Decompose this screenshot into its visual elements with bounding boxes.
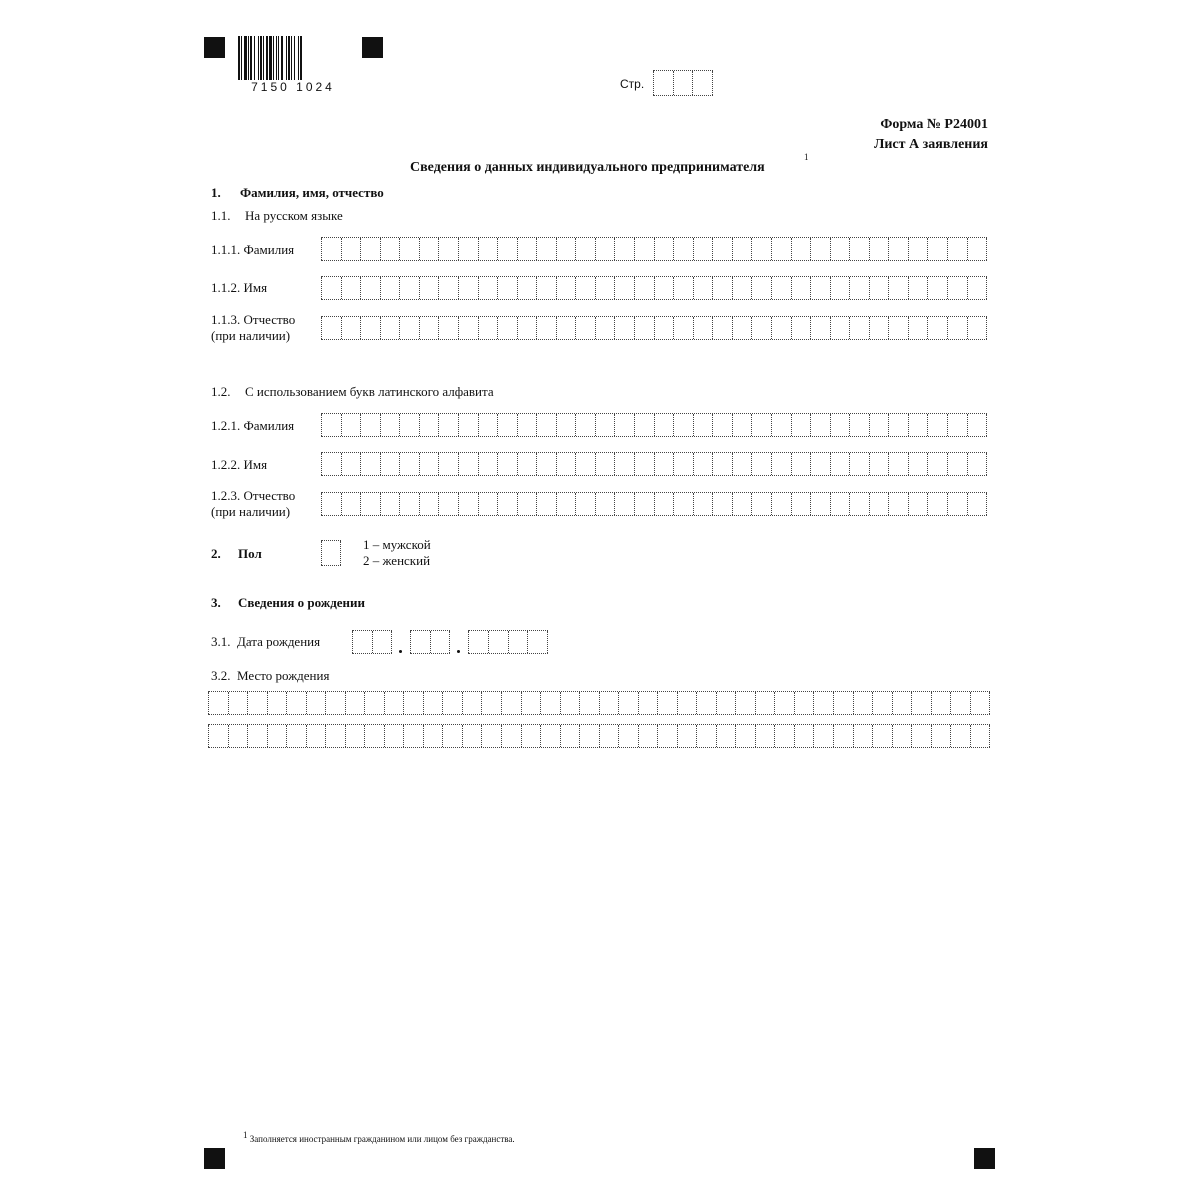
name-ru-label: 1.1.2. Имя [211, 280, 268, 295]
subsection-1-1-number: 1.1. [211, 208, 231, 223]
registration-mark-top-left [204, 37, 225, 58]
section-2-number: 2. [211, 546, 221, 561]
dob-separator [457, 650, 460, 653]
sheet-label: Лист А заявления [873, 137, 988, 152]
registration-mark-bottom-right [974, 1148, 995, 1169]
patronymic-ru-note: (при наличии) [211, 328, 291, 343]
subsection-1-2-number: 1.2. [211, 384, 231, 399]
gender-field[interactable] [321, 540, 341, 566]
patronymic-ru-field[interactable] [321, 316, 987, 340]
subsection-1-1-label: На русском языке [245, 208, 343, 223]
section-1-heading: Фамилия, имя, отчество [240, 185, 384, 200]
section-2-heading: Пол [238, 546, 262, 561]
name-ru-field[interactable] [321, 276, 987, 300]
page-title: Сведения о данных индивидуального предпринимателя [410, 160, 765, 175]
barcode-number: 7150 1024 [251, 80, 335, 94]
dob-day-field[interactable] [352, 630, 392, 654]
birthplace-field-line-2[interactable] [208, 724, 990, 748]
birthplace-number: 3.2. [211, 668, 231, 683]
patronymic-ru-label: 1.1.3. Отчество [211, 312, 296, 327]
patronymic-lat-label: 1.2.3. Отчество [211, 488, 296, 503]
page-label: Стр. [620, 77, 645, 91]
patronymic-lat-field[interactable] [321, 492, 987, 516]
birthplace-label: Место рождения [237, 668, 330, 683]
title-footnote-mark: 1 [804, 152, 809, 162]
section-1-number: 1. [211, 185, 221, 200]
barcode-icon [238, 36, 348, 80]
dob-separator [399, 650, 402, 653]
patronymic-lat-note: (при наличии) [211, 504, 291, 519]
dob-label: Дата рождения [237, 634, 321, 649]
form-number: Форма № Р24001 [880, 117, 988, 132]
footnote [243, 1130, 515, 1144]
registration-mark-top-right [362, 37, 383, 58]
subsection-1-2-label: С использованием букв латинского алфавита [245, 384, 494, 399]
dob-year-field[interactable] [468, 630, 548, 654]
surname-ru-label: 1.1.1. Фамилия [211, 242, 295, 257]
gender-option-female: 2 – женский [363, 553, 431, 568]
gender-option-male: 1 – мужской [363, 537, 431, 552]
name-lat-label: 1.2.2. Имя [211, 457, 268, 472]
footnote-mark: 1 [243, 1130, 248, 1140]
surname-lat-label: 1.2.1. Фамилия [211, 418, 295, 433]
dob-number: 3.1. [211, 634, 231, 649]
surname-ru-field[interactable] [321, 237, 987, 261]
dob-month-field[interactable] [410, 630, 450, 654]
registration-mark-bottom-left [204, 1148, 225, 1169]
surname-lat-field[interactable] [321, 413, 987, 437]
name-lat-field[interactable] [321, 452, 987, 476]
page-number-field[interactable] [653, 70, 713, 96]
section-3-number: 3. [211, 595, 221, 610]
birthplace-field-line-1[interactable] [208, 691, 990, 715]
section-3-heading: Сведения о рождении [238, 595, 366, 610]
footnote-text: Заполняется иностранным гражданином или лицом без гражданства. [249, 1134, 515, 1144]
